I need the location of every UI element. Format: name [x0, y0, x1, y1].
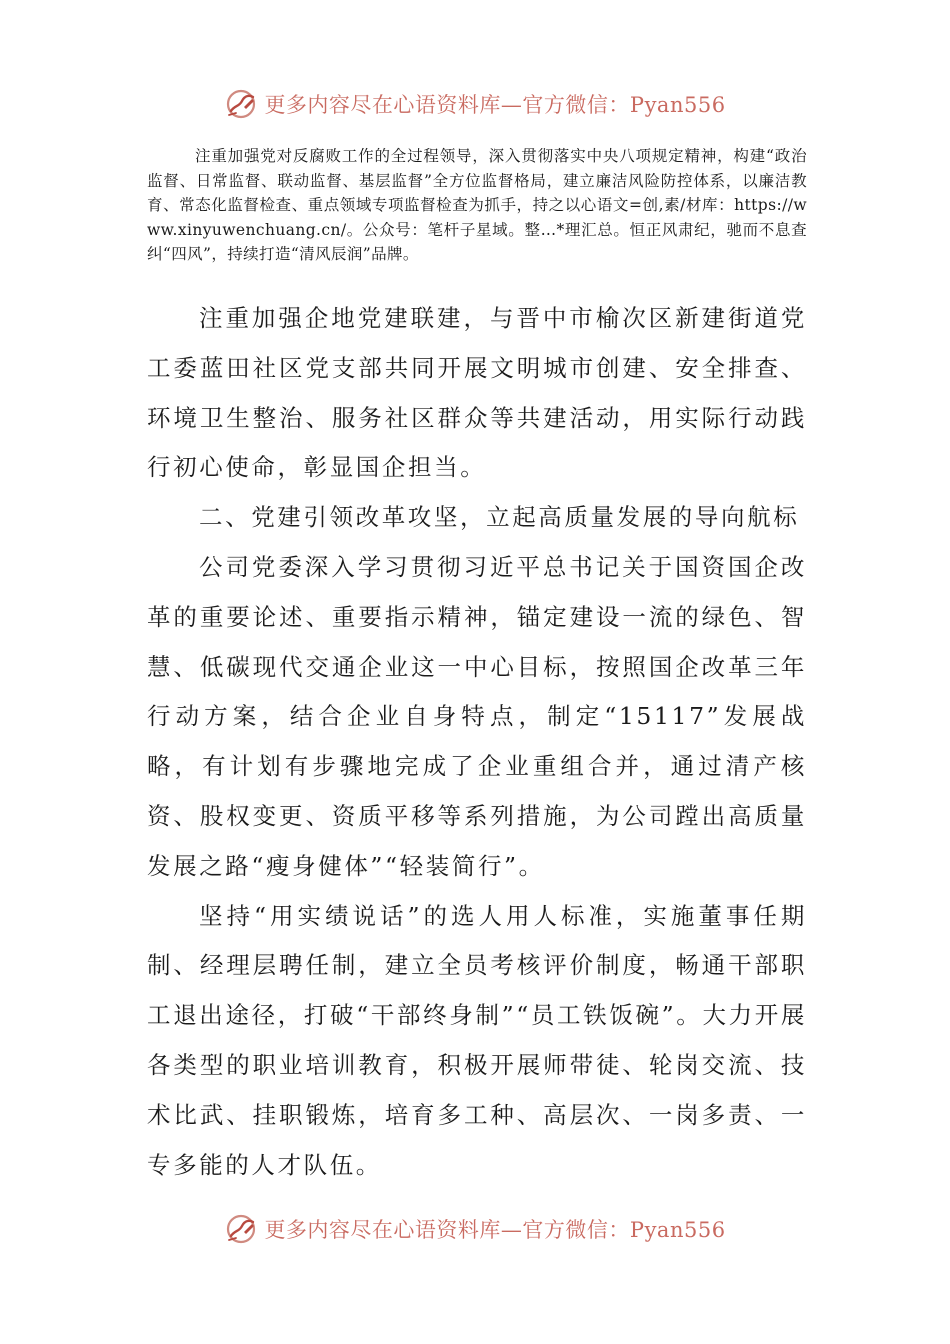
- pen-signature-icon: [224, 87, 258, 121]
- banner-text: 更多内容尽在心语资料库—官方微信：Pyan556: [264, 1218, 726, 1242]
- pen-signature-icon: [224, 1212, 258, 1246]
- banner-text: 更多内容尽在心语资料库—官方微信：Pyan556: [264, 93, 726, 117]
- paragraph-talent-team: 坚持“用实绩说话”的选人用人标准，实施董事任期制、经理层聘任制，建立全员考核评价制度，畅通干部职工退出途径，打破“干部终身制”“员工铁饭碗”。大力开展各类型的职业培训教育，积极开展师带徒、轮岗交流、技术比武、挂职锻炼，培育多工种、高层次、一岗多责、一专多能的人才队伍。: [147, 901, 807, 1179]
- paragraph-reform-strategy: 公司党委深入学习贯彻习近平总书记关于国资国企改革的重要论述、重要指示精神，锚定建设一流的绿色、智慧、低碳现代交通企业这一中心目标，按照国企改革三年行动方案，结合企业自身特点，制定“15117”发展战略，有计划有步骤地完成了企业重组合并，通过清产核资、股权变更、资质平移等系列措施，为公司蹚出高质量发展之路“瘦身健体”“轻装简行”。: [147, 552, 807, 880]
- section-heading-reform: 二、党建引领改革攻坚，立起高质量发展的导向航标: [199, 503, 800, 532]
- intro-paragraph: 注重加强党对反腐败工作的全过程领导，深入贯彻落实中央八项规定精神，构建“政治监督、日常监督、联动监督、基层监督”全方位监督格局，建立廉洁风险防控体系，以廉洁教育、常态化监督检查、重点领域专项监督检查为抓手，持之以心语文=创,素/材库：https://www.xinyuwenchuang.cn/。公众号：笔杆子星域。整…*理汇总。恒正风肃纪，驰而不息查纠“四风”，持续打造“清风辰润”品牌。: [147, 147, 807, 264]
- paragraph-joint-party-building: 注重加强企地党建联建，与晋中市榆次区新建街道党工委蓝田社区党支部共同开展文明城市创建、安全排查、环境卫生整治、服务社区群众等共建活动，用实际行动践行初心使命，彰显国企担当。: [147, 304, 807, 482]
- header-banner: [0, 84, 950, 124]
- document-body: [147, 294, 807, 1190]
- footer-banner: [0, 1209, 950, 1249]
